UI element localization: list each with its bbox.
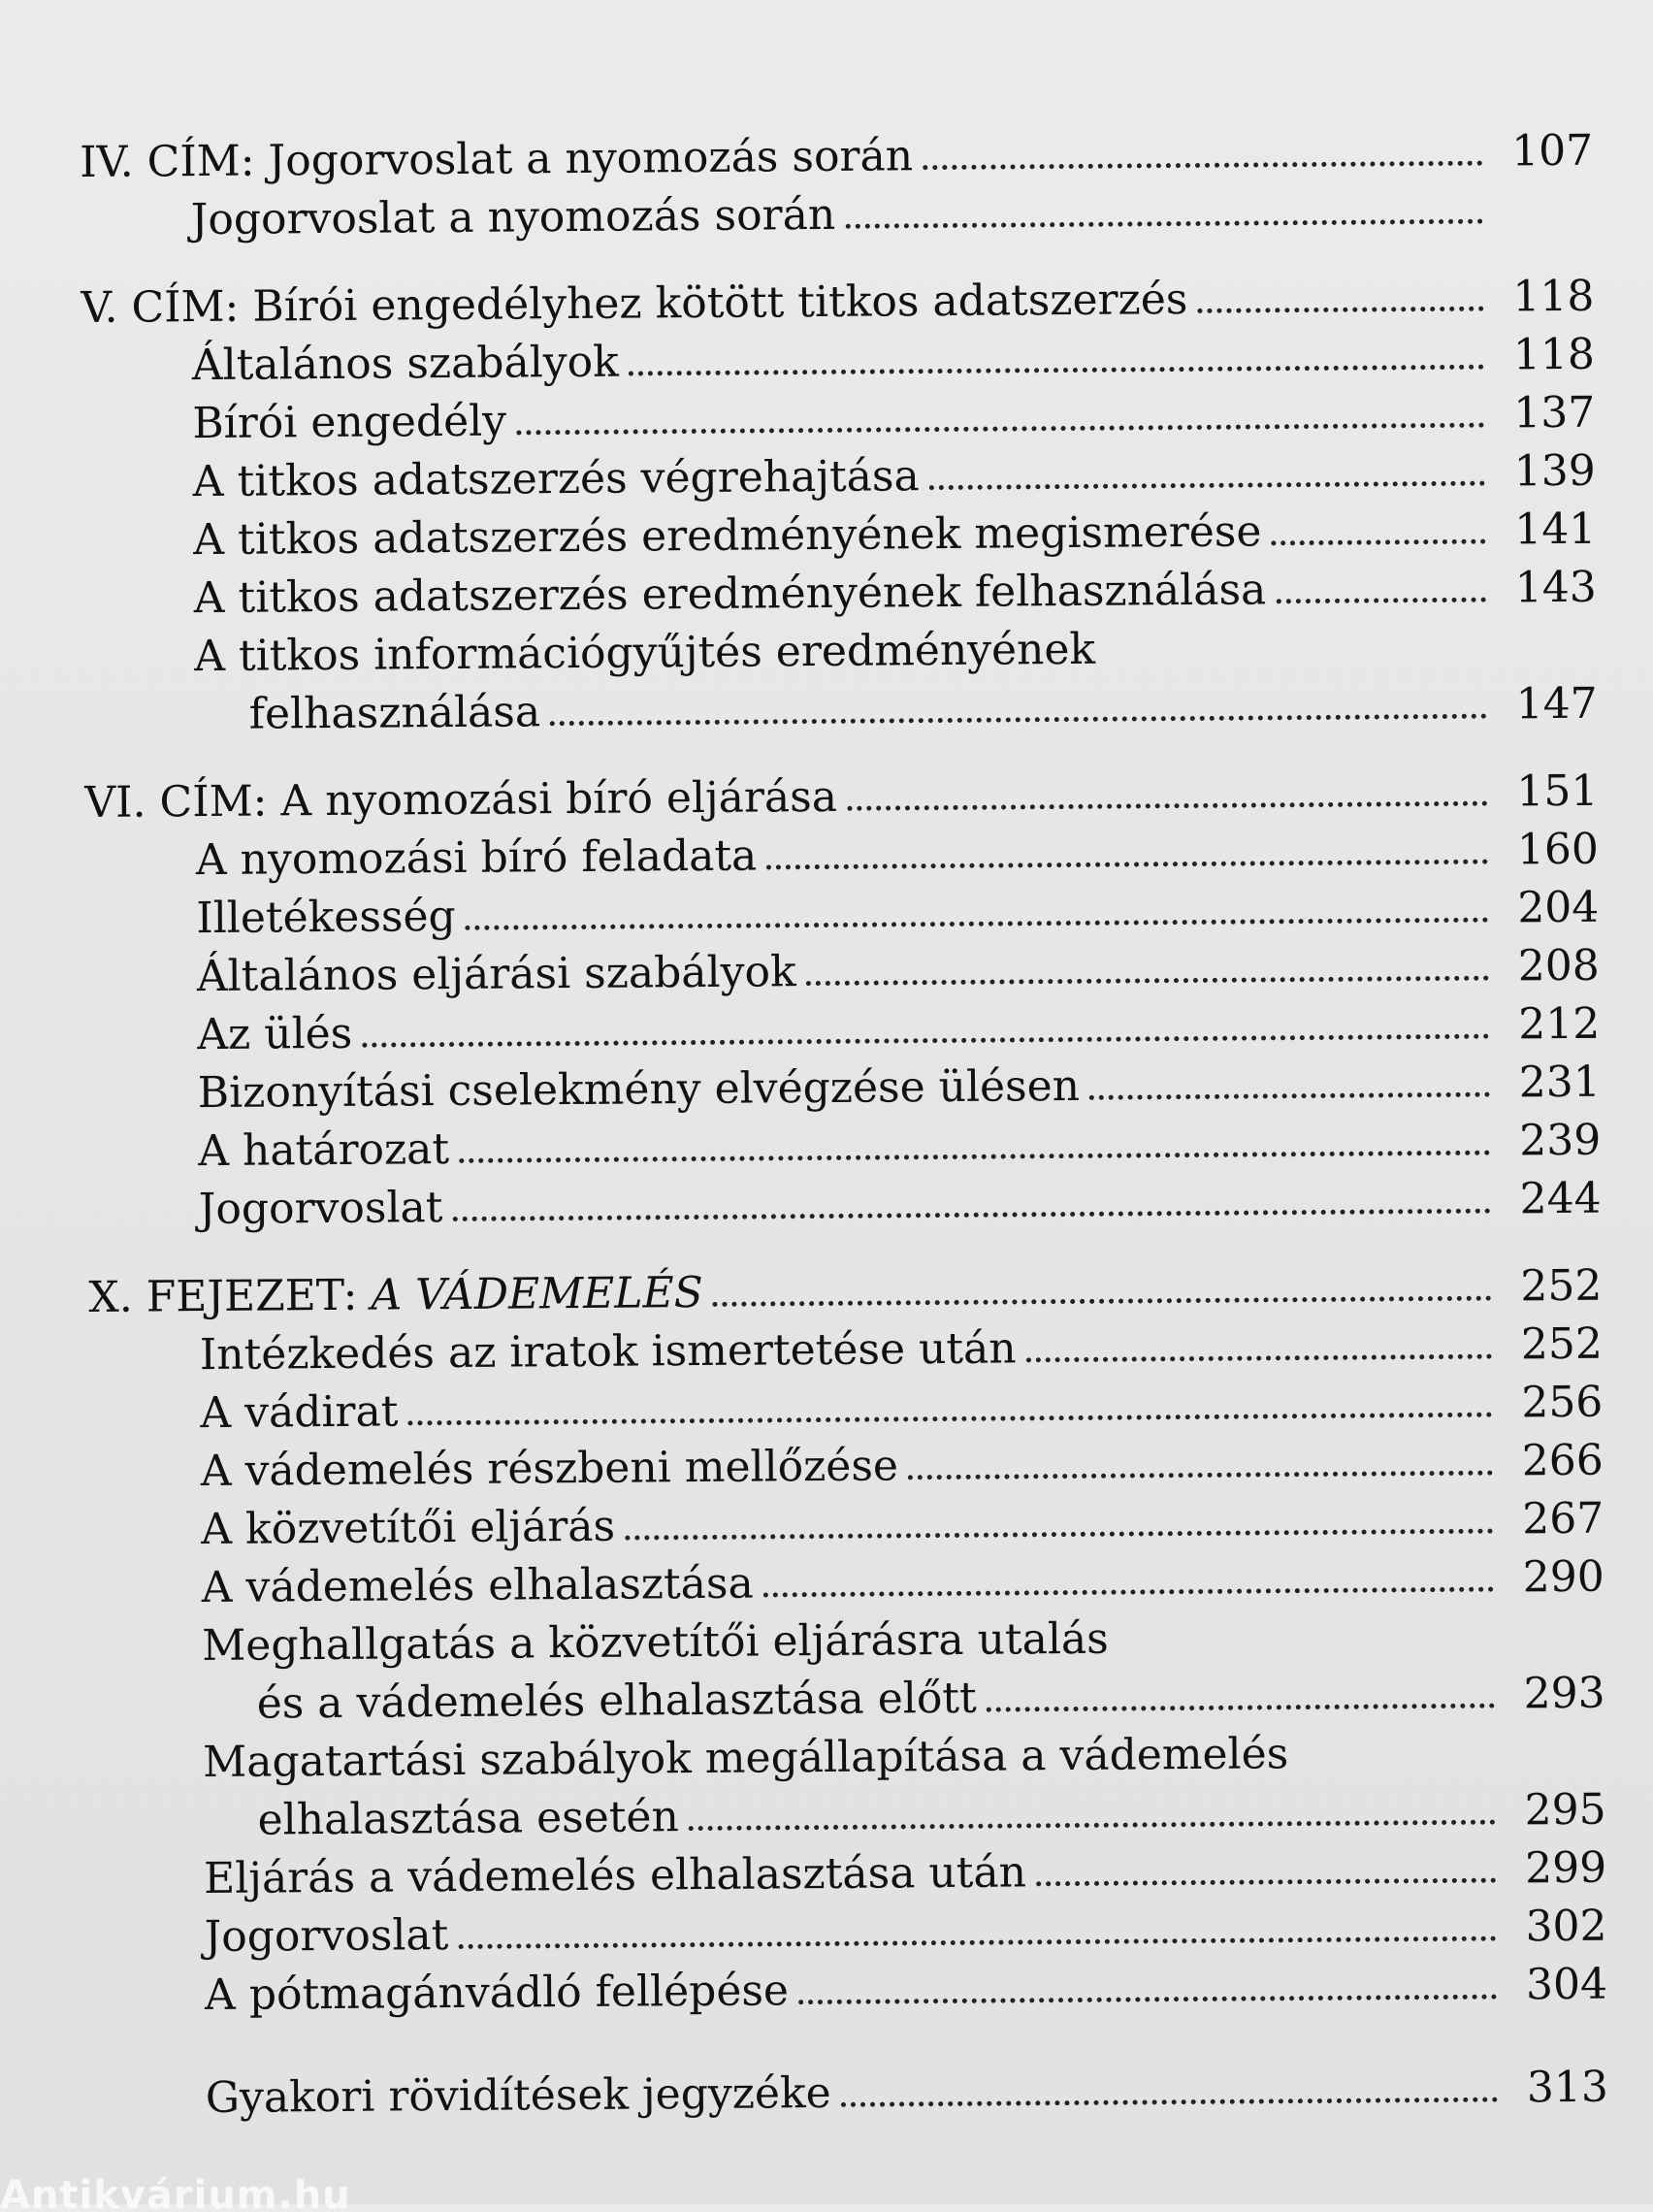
toc-section-v <box>81 268 1598 745</box>
dot-leader <box>713 1296 1492 1307</box>
toc-page-number: 208 <box>1517 940 1600 992</box>
toc-section-vi <box>84 763 1602 1240</box>
toc-page-number: 151 <box>1516 765 1599 817</box>
toc-entry <box>94 1956 1607 2026</box>
toc-entry-text: Meghallgatás a közvetítői eljárásra utalás <box>202 1613 1109 1672</box>
table-of-contents <box>80 122 1608 2129</box>
toc-page-number: 107 <box>1511 125 1594 177</box>
dot-leader <box>453 1209 1491 1221</box>
toc-page-number: 204 <box>1517 882 1600 933</box>
dot-leader <box>458 1936 1496 1949</box>
dot-leader <box>1089 1092 1490 1100</box>
dot-leader <box>847 801 1487 811</box>
toc-page-number: 299 <box>1524 1842 1607 1894</box>
dot-leader <box>806 976 1489 987</box>
toc-page-number: 239 <box>1519 1115 1602 1166</box>
toc-entry-text: A vádemelés elhalasztása <box>201 1558 754 1613</box>
watermark-logo: Antikvárium.hu <box>0 2173 351 2212</box>
toc-entry-text: elhalasztása esetén <box>257 1792 680 1845</box>
dot-leader <box>1272 539 1486 546</box>
dot-leader <box>841 2098 1498 2107</box>
toc-entry-text: Általános eljárási szabályok <box>196 947 796 1002</box>
toc-page-number: 212 <box>1518 998 1601 1050</box>
toc-entry-text: Intézkedés az iratok ismertetése után <box>199 1323 1017 1381</box>
toc-entry-text: Bizonyítási cselekmény elvégzése ülésen <box>197 1060 1081 1119</box>
toc-page-number: 244 <box>1519 1173 1602 1224</box>
toc-entry-text: és a vádemelés elhalasztása előtt <box>256 1673 977 1729</box>
dot-leader <box>1026 1354 1492 1363</box>
toc-entry-text: Magatartási szabályok megállapítása a vádemelés <box>202 1729 1289 1788</box>
toc-page-number: 143 <box>1514 562 1597 613</box>
toc-entry-text: A titkos információgyűjtés eredményének <box>194 624 1096 682</box>
toc-page-number: 137 <box>1513 387 1596 439</box>
toc-heading-text <box>88 1264 713 1327</box>
toc-entry <box>87 1170 1601 1240</box>
toc-entry-text: Jogorvoslat <box>198 1183 443 1235</box>
toc-page-number: 118 <box>1512 271 1595 322</box>
toc-entry-abbreviations <box>95 2059 1608 2129</box>
toc-entry-text: A vádirat <box>200 1386 399 1439</box>
toc-entry-continuation <box>83 675 1597 745</box>
dot-leader <box>550 714 1487 727</box>
toc-entry-text: felhasználása <box>248 687 541 739</box>
dot-leader <box>908 1471 1493 1480</box>
toc-page-number: 141 <box>1514 504 1597 555</box>
toc-entry-text: A pótmagánvádló fellépése <box>204 1966 790 2021</box>
toc-entry-text: A titkos adatszerzés végrehajtása <box>192 451 920 507</box>
toc-page-number: 147 <box>1515 678 1598 730</box>
toc-entry-text: Eljárás a vádemelés elhalasztása után <box>203 1847 1027 1904</box>
dot-leader <box>629 365 1484 376</box>
toc-entry-text: A határozat <box>198 1124 450 1177</box>
toc-entry-text: Az ülés <box>197 1008 353 1060</box>
toc-page-number: 302 <box>1525 1901 1607 1952</box>
dot-leader <box>1197 307 1483 313</box>
toc-page-number: 304 <box>1525 1959 1608 2010</box>
dot-leader <box>689 1820 1496 1832</box>
dot-leader <box>516 423 1484 436</box>
toc-entry-text: A vádemelés részbeni mellőzése <box>200 1441 899 1497</box>
dot-leader <box>1036 1878 1496 1887</box>
toc-page-number <box>1483 223 1594 224</box>
toc-page-number: 256 <box>1521 1377 1604 1428</box>
toc-page-number: 139 <box>1513 445 1596 497</box>
toc-entry-text: Bírói engedély <box>192 396 507 449</box>
dot-leader <box>625 1529 1493 1541</box>
toc-entry-text: A titkos adatszerzés eredményének felhasználása <box>193 565 1267 624</box>
toc-page-number: 118 <box>1512 329 1596 380</box>
dot-leader <box>1276 598 1485 604</box>
toc-page-number: 266 <box>1521 1435 1604 1486</box>
heading-prefix: X. FEJEZET: <box>88 1270 372 1322</box>
toc-entry-text: A nyomozási bíró feladata <box>195 830 758 886</box>
toc-entry-text: Általános szabályok <box>191 337 620 391</box>
dot-leader <box>407 1413 1492 1426</box>
toc-page-number: 252 <box>1520 1260 1603 1312</box>
toc-page-number: 313 <box>1526 2062 1609 2113</box>
dot-leader <box>459 1151 1490 1163</box>
dot-leader <box>845 219 1483 229</box>
toc-section-x <box>88 1257 1607 2026</box>
dot-leader <box>362 1034 1489 1048</box>
toc-heading-text: IV. CÍM: Jogorvoslat a nyomozás során <box>80 131 914 187</box>
dot-leader <box>987 1704 1495 1712</box>
toc-entry-text: Jogorvoslat a nyomozás során <box>190 189 836 245</box>
toc-page-number: 290 <box>1522 1551 1604 1603</box>
toc-entry <box>80 180 1593 250</box>
toc-heading-text: V. CÍM: Bírói engedélyhez kötött titkos adatszerzés <box>81 275 1188 333</box>
toc-heading-text: VI. CÍM: A nyomozási bíró eljárása <box>84 771 838 828</box>
heading-italic-title: A VÁDEMELÉS <box>371 1267 703 1320</box>
toc-entry-text: Jogorvoslat <box>204 1910 449 1963</box>
toc-page-number: 293 <box>1523 1668 1605 1719</box>
dot-leader <box>763 1587 1494 1598</box>
toc-entry-text: A titkos adatszerzés eredményének megismerése <box>193 506 1262 566</box>
toc-entry-text: A közvetítői eljárás <box>201 1501 616 1555</box>
toc-page-number: 231 <box>1518 1057 1601 1108</box>
dot-leader <box>466 918 1489 930</box>
dot-leader <box>798 1995 1497 2005</box>
dot-leader <box>766 860 1488 870</box>
toc-page-number: 267 <box>1522 1493 1604 1545</box>
toc-page-number: 252 <box>1520 1318 1604 1370</box>
toc-page-number: 160 <box>1516 824 1600 875</box>
dot-leader <box>923 161 1482 171</box>
toc-page-number: 295 <box>1524 1784 1606 1836</box>
dot-leader <box>929 481 1485 491</box>
toc-entry-text: Gyakori rövidítések jegyzéke <box>205 2067 831 2124</box>
toc-entry-text: Illetékesség <box>196 891 456 944</box>
toc-section-iv <box>80 122 1594 250</box>
